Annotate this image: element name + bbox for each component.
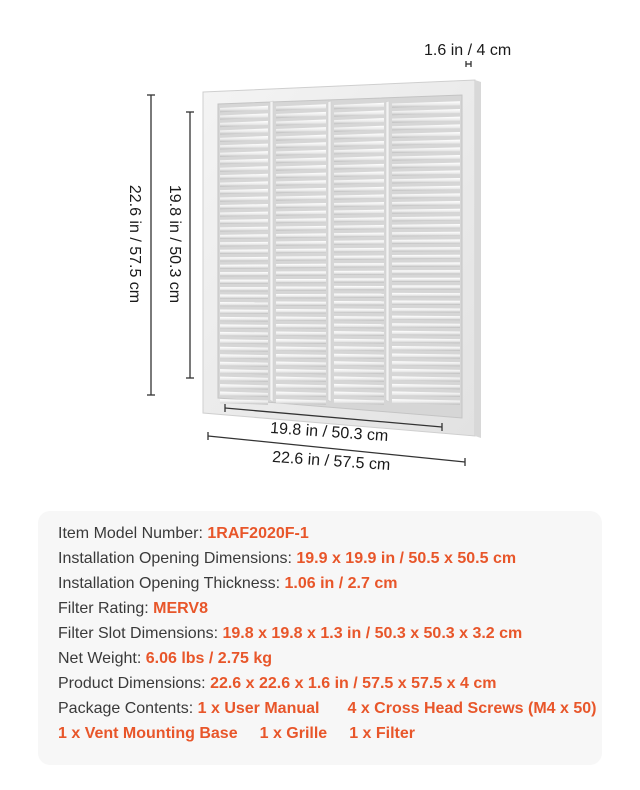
- grille-slat: [276, 271, 326, 275]
- grille-slat: [392, 239, 460, 244]
- grille-slat: [392, 255, 460, 260]
- grille-slat: [392, 293, 460, 297]
- spec-slot: [58, 625, 522, 643]
- grille-slat: [276, 317, 326, 322]
- spec-product: [58, 675, 497, 693]
- grille-slat: [220, 272, 268, 276]
- spec-package-label: Package Contents:: [58, 700, 198, 717]
- grille-slat: [276, 249, 326, 254]
- grille-divider: [270, 101, 273, 402]
- grille-slat: [220, 264, 268, 268]
- grille-slat: [392, 262, 460, 266]
- grille-slat: [220, 212, 268, 217]
- outer-height-label: 22.6 in / 57.5 cm: [126, 184, 143, 304]
- specifications-panel: [38, 511, 602, 765]
- grille-slat: [220, 249, 268, 254]
- grille-slat: [276, 339, 326, 344]
- grille-slat: [276, 332, 326, 337]
- spec-rating-label: Filter Rating:: [58, 600, 154, 617]
- spec-rating: [58, 600, 208, 618]
- grille-slat: [276, 309, 326, 314]
- grille-slat: [392, 216, 460, 221]
- grille-slat: [392, 285, 460, 289]
- package-item: 1 x User Manual: [197, 700, 320, 717]
- grille-slat: [276, 279, 326, 283]
- grille-slat: [334, 217, 384, 222]
- grille-slat: [392, 308, 460, 313]
- spec-thickness-label: Installation Opening Thickness:: [58, 575, 285, 592]
- grille-slat: [392, 232, 460, 237]
- spec-model-value: 1RAF2020F-1: [207, 525, 309, 542]
- grille-slat: [392, 224, 460, 229]
- grille-slat: [334, 225, 384, 230]
- grille-slat: [392, 316, 460, 321]
- spec-weight-value: 6.06 lbs / 2.75 kg: [145, 650, 273, 667]
- grille-slat: [276, 211, 326, 216]
- spec-package: [58, 700, 596, 718]
- grille-slat: [392, 278, 460, 282]
- grille-slat: [334, 278, 384, 282]
- grille-slat: [220, 347, 268, 352]
- spec-rating-value: MERV8: [153, 600, 208, 617]
- depth-label: 1.6 in / 4 cm: [424, 42, 512, 59]
- grille-slat: [334, 331, 384, 336]
- outer-width-label: 22.6 in / 57.5 cm: [271, 448, 391, 475]
- grille-slat: [392, 323, 460, 328]
- spec-model: [58, 525, 309, 543]
- spec-opening: [58, 550, 516, 568]
- grille-slat: [220, 227, 268, 232]
- grille-slat: [220, 317, 268, 322]
- spec-opening-label: Installation Opening Dimensions:: [58, 550, 297, 567]
- grille-slat: [392, 247, 460, 252]
- spec-thickness: [58, 575, 397, 593]
- spec-package-continued: [58, 725, 415, 743]
- spec-product-label: Product Dimensions:: [58, 675, 211, 692]
- spec-slot-value: 19.8 x 19.8 x 1.3 in / 50.3 x 50.3 x 3.2 cm: [222, 625, 523, 642]
- spec-model-label: Item Model Number:: [58, 525, 208, 542]
- grille-slat: [334, 293, 384, 297]
- grille-slat: [334, 309, 384, 314]
- grille-slat: [220, 332, 268, 337]
- grille-slat: [392, 209, 460, 214]
- spec-opening-value: 19.9 x 19.9 in / 50.5 x 50.5 cm: [296, 550, 517, 567]
- grille-slat: [220, 295, 268, 299]
- grille-slat: [392, 338, 460, 343]
- grille-slat: [392, 331, 460, 336]
- grille-slat: [220, 339, 268, 344]
- grille-slat: [276, 218, 326, 223]
- grille-slat: [276, 302, 326, 306]
- grille-slat: [276, 287, 326, 291]
- grille-slat: [220, 309, 268, 314]
- grille-slat: [276, 226, 326, 231]
- grille-slat: [220, 219, 268, 224]
- grille-slat: [334, 339, 384, 344]
- spec-product-value: 22.6 x 22.6 x 1.6 in / 57.5 x 57.5 x 4 cm: [210, 675, 497, 692]
- grille-slat: [334, 248, 384, 253]
- grille-slat: [220, 324, 268, 329]
- grille-slat: [334, 286, 384, 290]
- grille-slat: [276, 324, 326, 329]
- grille-slat: [334, 255, 384, 260]
- grille-slat: [220, 280, 268, 284]
- grille-slat: [276, 241, 326, 246]
- grille-slat: [276, 294, 326, 298]
- spec-slot-label: Filter Slot Dimensions:: [58, 625, 223, 642]
- inner-width-label: 19.8 in / 50.3 cm: [269, 419, 389, 446]
- grille-slat: [220, 302, 268, 306]
- inner-height-label: 19.8 in / 50.3 cm: [166, 184, 183, 304]
- grille-slat: [220, 234, 268, 239]
- grille-slat: [334, 271, 384, 275]
- grille-slat: [220, 287, 268, 291]
- grille-slat: [392, 346, 460, 351]
- grille-slat: [334, 263, 384, 267]
- package-item: 1 x Vent Mounting Base: [58, 725, 238, 742]
- grille-slat: [276, 264, 326, 268]
- grille-slat: [334, 210, 384, 215]
- grille-slat: [220, 257, 268, 262]
- spec-thickness-value: 1.06 in / 2.7 cm: [284, 575, 398, 592]
- package-item: 4 x Cross Head Screws (M4 x 50): [347, 700, 597, 717]
- grille-slat: [276, 347, 326, 352]
- grille-slat: [334, 316, 384, 321]
- grille-slat: [334, 324, 384, 329]
- package-item: 1 x Filter: [349, 725, 415, 742]
- grille-slat: [334, 240, 384, 245]
- spec-weight-label: Net Weight:: [58, 650, 146, 667]
- grille-slat: [334, 301, 384, 305]
- grille-slat: [392, 270, 460, 274]
- grille-slat: [276, 233, 326, 238]
- package-item: 1 x Grille: [259, 725, 328, 742]
- grille-divider: [386, 101, 389, 402]
- grille-slat: [392, 301, 460, 305]
- grille-divider: [328, 101, 331, 402]
- grille-slat: [334, 233, 384, 238]
- grille-slat: [220, 242, 268, 247]
- grille-slat: [334, 346, 384, 351]
- spec-weight: [58, 650, 272, 668]
- grille-slat: [276, 256, 326, 261]
